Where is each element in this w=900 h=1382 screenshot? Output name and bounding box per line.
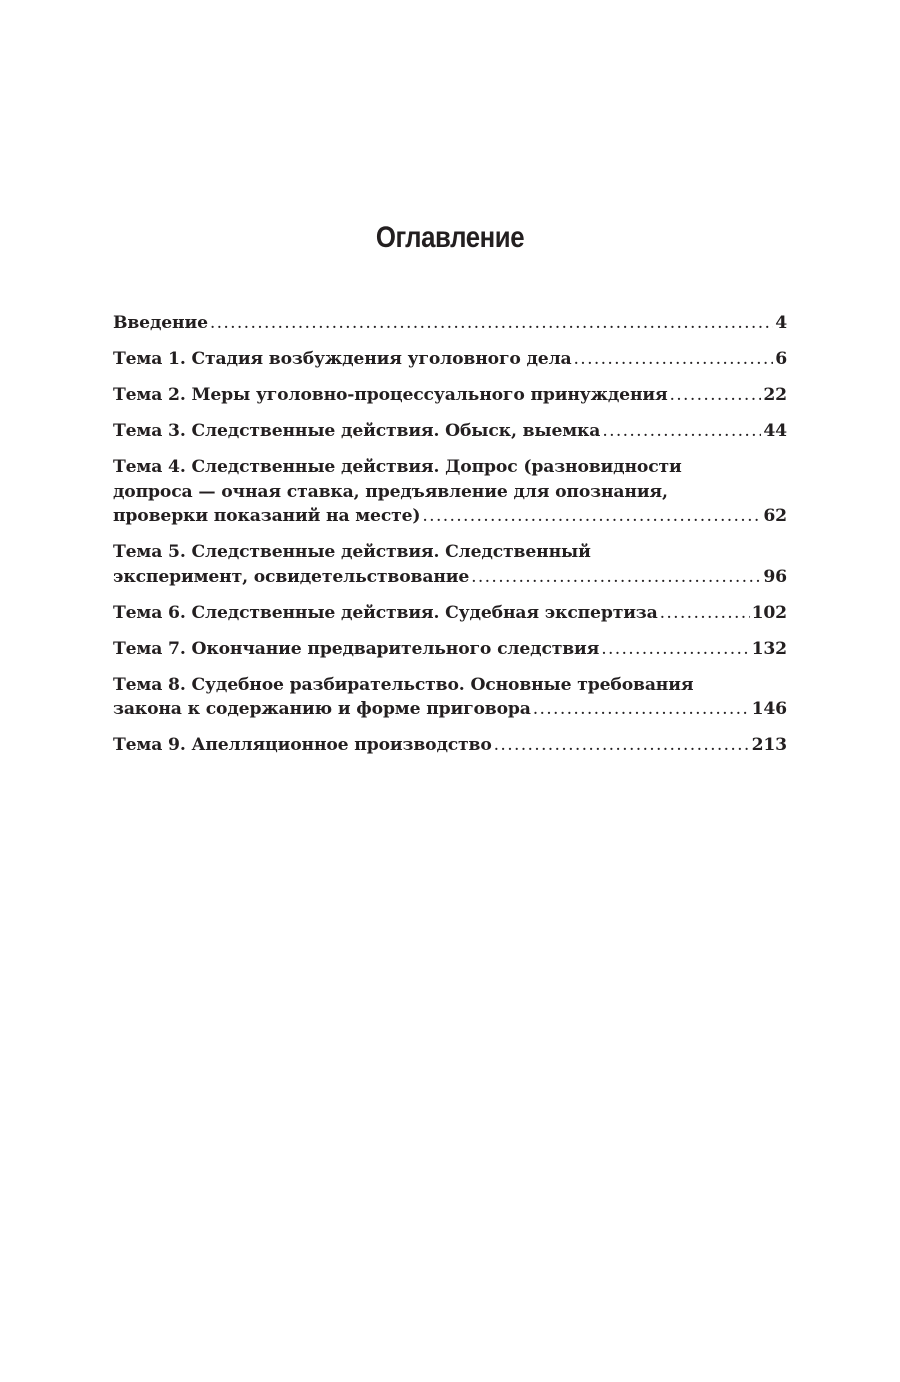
toc-entry-text: Тема 3. Следственные действия. Обыск, выемка — [113, 421, 601, 441]
toc-entry[interactable] — [113, 383, 787, 408]
dot-leader — [494, 733, 750, 758]
toc-entry[interactable] — [113, 347, 787, 372]
toc-page-number: 6 — [775, 349, 787, 369]
dot-leader — [422, 504, 761, 529]
toc-entry[interactable] — [113, 733, 787, 758]
dot-leader — [533, 697, 750, 722]
toc-entry-text: проверки показаний на месте) — [113, 506, 421, 526]
toc-entry-text: Тема 2. Меры уголовно-процессуального принуждения — [113, 385, 668, 405]
toc-entry[interactable] — [113, 455, 787, 529]
toc-entry-row — [113, 504, 787, 529]
toc-page-number: 4 — [775, 313, 787, 333]
dot-leader — [574, 347, 774, 372]
toc-entry-text: Тема 8. Судебное разбирательство. Основные требования — [113, 674, 694, 695]
toc-entry-text: Тема 4. Следственные действия. Допрос (разновидности — [113, 457, 682, 477]
toc-page-number: 62 — [763, 506, 787, 526]
toc-page-number: 102 — [751, 602, 787, 623]
toc-entry-text: Тема 9. Апелляционное производство — [113, 735, 492, 755]
toc-entry[interactable] — [113, 601, 787, 626]
toc-entry-text: закона к содержанию и форме приговора — [113, 699, 531, 719]
dot-leader — [210, 311, 773, 336]
table-of-contents — [113, 311, 787, 769]
toc-entry-row — [113, 419, 787, 444]
toc-entry-row — [113, 733, 787, 758]
page-title: Оглавление — [375, 221, 525, 254]
toc-entry-text: Тема 5. Следственные действия. Следственный — [113, 542, 591, 562]
dot-leader — [602, 419, 761, 444]
toc-entry[interactable] — [113, 673, 787, 722]
toc-page-number: 146 — [751, 699, 787, 719]
toc-entry-text: Введение — [113, 313, 208, 333]
toc-entry-row — [113, 601, 787, 626]
toc-entry-text: Тема 6. Следственные действия. Судебная экспертиза — [113, 602, 658, 623]
dot-leader — [601, 637, 749, 662]
toc-entry-text: Тема 7. Окончание предварительного следствия — [113, 638, 600, 659]
toc-entry-text: допроса — очная ставка, предъявление для опознания, — [113, 481, 668, 502]
toc-page-number: 44 — [763, 421, 787, 441]
toc-entry-text: Тема 1. Стадия возбуждения уголовного дела — [113, 349, 572, 369]
toc-entry-row — [113, 565, 787, 590]
toc-page-number: 132 — [751, 638, 787, 659]
toc-entry[interactable] — [113, 637, 787, 662]
toc-entry-row — [113, 311, 787, 336]
dot-leader — [670, 383, 762, 408]
toc-entry-row — [113, 697, 787, 722]
dot-leader — [471, 565, 761, 590]
toc-entry-row — [113, 383, 787, 408]
toc-page-number: 213 — [751, 735, 787, 755]
toc-entry[interactable] — [113, 540, 787, 589]
dot-leader — [660, 601, 750, 626]
toc-entry[interactable] — [113, 311, 787, 336]
toc-entry-text: эксперимент, освидетельствование — [113, 566, 470, 587]
toc-page-number: 22 — [763, 385, 787, 405]
toc-entry[interactable] — [113, 419, 787, 444]
toc-entry-row — [113, 637, 787, 662]
toc-entry-row — [113, 347, 787, 372]
toc-page-number: 96 — [763, 566, 787, 587]
